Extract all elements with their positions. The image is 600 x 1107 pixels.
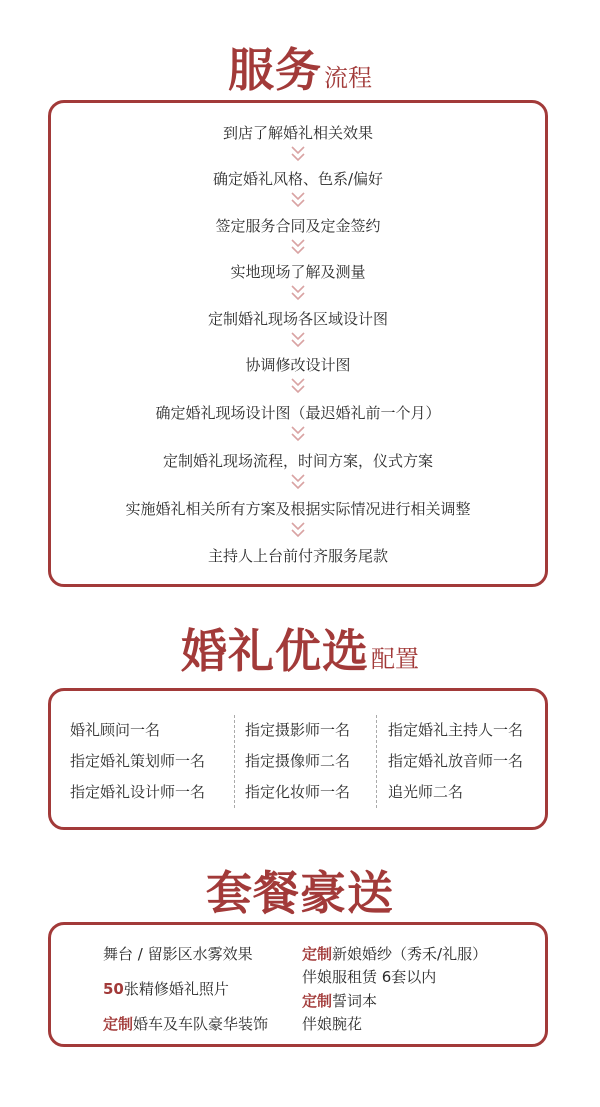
- gift-text: 舞台 / 留影区水雾效果: [103, 945, 253, 963]
- pick-title: [0, 615, 600, 681]
- gift-text: 伴娘腕花: [302, 1015, 363, 1033]
- gift-title: [0, 857, 600, 923]
- gift-text: 誓词本: [332, 992, 378, 1010]
- gift-item-photos: [103, 979, 229, 999]
- pick-column-1: [70, 715, 205, 808]
- flow-step-9: 实施婚礼相关所有方案及根据实际情况进行相关调整: [125, 500, 471, 518]
- service-flow-box: [48, 100, 548, 587]
- double-chevron-down-icon: [291, 239, 305, 255]
- double-chevron-down-icon: [291, 522, 305, 538]
- pick-item: 指定婚礼设计师一名: [70, 783, 206, 801]
- gift-item-corsage: [302, 1014, 362, 1034]
- pick-item: 指定摄像师二名: [245, 752, 351, 770]
- pick-item: 指定婚礼主持人一名: [388, 721, 524, 739]
- double-chevron-down-icon: [291, 332, 305, 348]
- pick-item: 指定婚礼策划师一名: [70, 752, 206, 770]
- gift-highlight: 50: [103, 980, 124, 998]
- flow-step-4: 实地现场了解及测量: [230, 263, 366, 281]
- pick-item: 婚礼顾问一名: [70, 721, 161, 739]
- double-chevron-down-icon: [291, 285, 305, 301]
- pick-title-main: 婚礼优选: [181, 624, 369, 678]
- gift-highlight: 定制: [103, 1015, 134, 1033]
- double-chevron-down-icon: [291, 146, 305, 162]
- pick-column-3: [388, 715, 523, 808]
- column-divider: [376, 715, 377, 808]
- flow-step-3: 签定服务合同及定金签约: [215, 217, 381, 235]
- gift-text: 张精修婚礼照片: [123, 980, 229, 998]
- pick-item: 指定摄影师一名: [245, 721, 351, 739]
- flow-step-10: 主持人上台前付齐服务尾款: [207, 547, 388, 565]
- gift-highlight: 定制: [302, 945, 333, 963]
- gift-item-dress: [302, 944, 487, 964]
- gift-box: [48, 922, 548, 1047]
- flow-step-5: 定制婚礼现场各区域设计图: [207, 310, 388, 328]
- service-title-main: 服务: [228, 43, 322, 97]
- gift-text: 伴娘服租赁 6套以内: [302, 968, 437, 986]
- pick-item: 追光师二名: [388, 783, 464, 801]
- double-chevron-down-icon: [291, 192, 305, 208]
- flow-step-7: 确定婚礼现场设计图（最迟婚礼前一个月）: [155, 404, 441, 422]
- flow-step-1: 到店了解婚礼相关效果: [222, 124, 373, 142]
- flow-step-2: 确定婚礼风格、色系/偏好: [212, 170, 384, 188]
- service-title: [0, 34, 600, 100]
- gift-item-car: [103, 1014, 268, 1034]
- gift-text: 新娘婚纱（秀禾/礼服）: [332, 945, 488, 963]
- pick-title-sub: 配置: [371, 645, 419, 673]
- service-title-sub: 流程: [324, 64, 372, 92]
- gift-title-main: 套餐豪送: [206, 866, 394, 920]
- gift-text: 婚车及车队豪华装饰: [133, 1015, 269, 1033]
- gift-item-fog: [103, 944, 253, 964]
- gift-highlight: 定制: [302, 992, 333, 1010]
- flow-step-8: 定制婚礼现场流程，时间方案，仪式方案: [162, 452, 433, 470]
- flow-step-6: 协调修改设计图: [245, 356, 351, 374]
- pick-item: 指定婚礼放音师一名: [388, 752, 524, 770]
- double-chevron-down-icon: [291, 378, 305, 394]
- double-chevron-down-icon: [291, 474, 305, 490]
- pick-item: 指定化妆师一名: [245, 783, 351, 801]
- gift-item-bridesmaid: [302, 967, 436, 987]
- double-chevron-down-icon: [291, 426, 305, 442]
- gift-item-vows: [302, 991, 377, 1011]
- pick-config-box: [48, 688, 548, 830]
- column-divider: [234, 715, 235, 808]
- pick-column-2: [245, 715, 350, 808]
